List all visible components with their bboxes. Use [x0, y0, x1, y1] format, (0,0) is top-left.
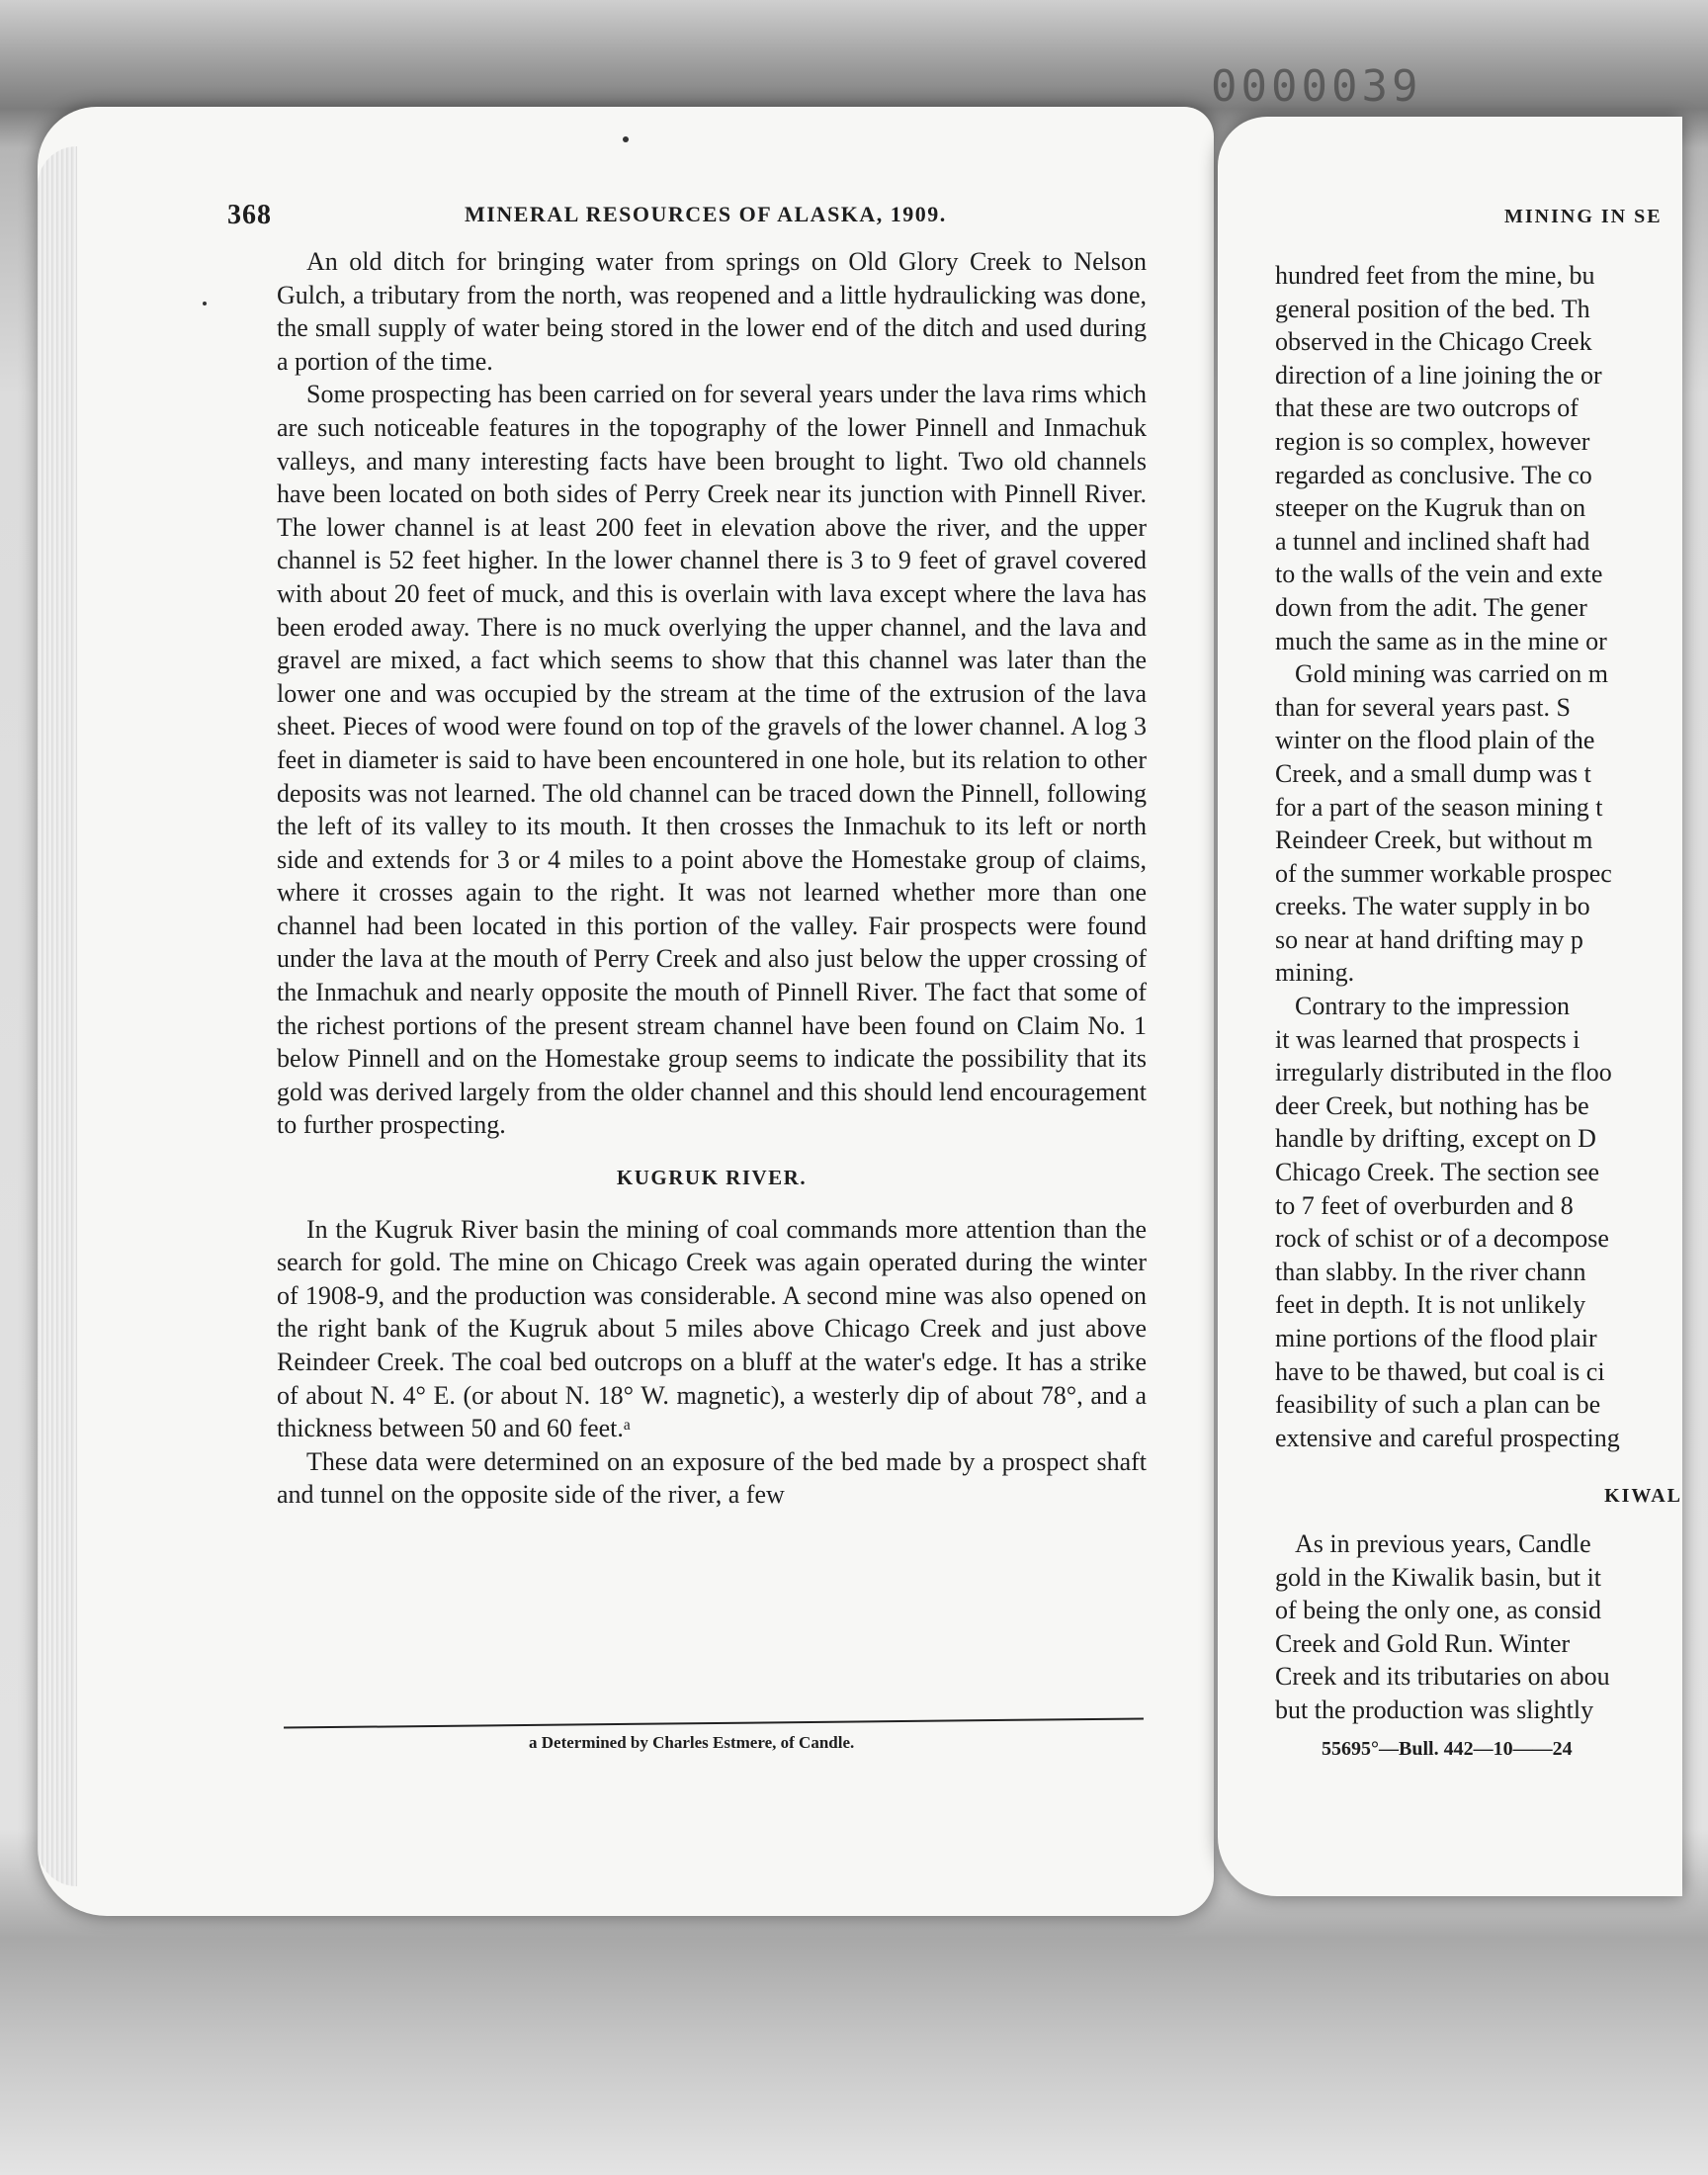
text-line: region is so complex, however — [1275, 426, 1590, 456]
spacer — [1275, 1454, 1682, 1480]
text-line: for a part of the season mining t — [1275, 792, 1603, 822]
text-line: than for several years past. S — [1275, 692, 1571, 722]
text-line: direction of a line joining the or — [1275, 360, 1602, 390]
text-line: feet in depth. It is not unlikely — [1275, 1290, 1586, 1320]
right-page-footer: 55695°—Bull. 442—10——24 — [1322, 1738, 1573, 1760]
paragraph: An old ditch for bringing water from springs on Old Glory Creek to Nelson Gulch, a tributary from the north, was reopened and a little hydraulicking was done, the small supply of water being stored in the lower end of the ditch and used during a portion of the time. — [277, 247, 1147, 376]
text-line: deer Creek, but nothing has be — [1275, 1090, 1589, 1120]
text-line: Chicago Creek. The section see — [1275, 1158, 1600, 1187]
spacer — [1275, 1514, 1682, 1527]
text-line: Creek, and a small dump was t — [1275, 758, 1591, 788]
text-line: mining. — [1275, 958, 1355, 988]
text-line: of the summer workable prospec — [1275, 858, 1612, 888]
text-line: much the same as in the mine or — [1275, 626, 1607, 655]
text-line: extensive and careful prospecting — [1275, 1423, 1620, 1452]
text-line: down from the adit. The gener — [1275, 592, 1587, 622]
footnote: a Determined by Charles Estmere, of Candle. — [529, 1733, 855, 1752]
text-line: have to be thawed, but coal is ci — [1275, 1356, 1605, 1386]
text-line: mine portions of the flood plair — [1275, 1324, 1597, 1352]
text-line: than slabby. In the river chann — [1275, 1257, 1586, 1286]
text-line: observed in the Chicago Creek — [1275, 327, 1592, 357]
text-line: rock of schist or of a decompose — [1275, 1224, 1609, 1254]
right-running-head: MINING IN SE — [1504, 206, 1663, 227]
right-body-text — [1275, 259, 1682, 1762]
text-line: Creek and its tributaries on abou — [1275, 1662, 1610, 1692]
left-running-head — [227, 200, 1216, 239]
page-edges — [38, 146, 77, 1886]
text-line: a tunnel and inclined shaft had — [1275, 526, 1590, 556]
text-line: As in previous years, Candle — [1295, 1528, 1591, 1558]
text-line: feasibility of such a plan can be — [1275, 1390, 1601, 1420]
text-line: handle by drifting, except on D — [1275, 1124, 1596, 1154]
text-line: Creek and Gold Run. Winter — [1275, 1628, 1571, 1658]
text-line: so near at hand drifting may p — [1275, 924, 1583, 954]
running-head-title: MINERAL RESOURCES OF ALASKA, 1909. — [465, 202, 947, 226]
page-number: 368 — [227, 200, 272, 230]
text-line: that these are two outcrops of — [1275, 393, 1579, 423]
paragraph: These data were determined on an exposure of the bed made by a prospect shaft and tunnel on the opposite side of the river, a few — [277, 1446, 1147, 1510]
text-line: to 7 feet of overburden and 8 — [1275, 1190, 1574, 1220]
text-line: it was learned that prospects i — [1275, 1024, 1580, 1054]
paragraph: Some prospecting has been carried on for several years under the lava rims which are such noticeable features in the topography of the lower Pinnell and Inmachuk valleys, and many interesting facts have been brought to light. Two old channels have been located on both sides of Perry Creek near its junction with Pinnell River. The lower channel is at least 200 feet in elevation above the river, and the upper channel is 52 feet higher. In the lower channel there is 3 to 9 feet of gravel covered with about 20 feet of muck, and this is overlain with lava except where the lava has been eroded away. There is no muck overlying the upper channel, and the lava and gravel are mixed, a fact which seems to show that this channel was later than the lower one and was occupied by the stream at the time of the extrusion of the lava sheet. Pieces of wood were found on top of the gravels of the lower channel. A log 3 feet in diameter is said to have been encountered in one hole, but its relation to other deposits was not learned. The old channel can be traced down the Pinnell, following the left of its valley to its mouth. It then crosses the Inmachuk to its left or north side and extends for 3 or 4 miles to a point above the Homestake group of claims, where it crosses again to the right. It was not learned whether more than one channel had been located in this portion of the valley. Fair prospects were found under the lava at the mouth of Perry Creek and also just below the upper crossing of the Inmachuk and nearly opposite the mouth of Pinnell River. The fact that some of the richest portions of the present stream channel have been found on Claim No. 1 below Pinnell and on the Homestake group seems to indicate the possibility that its gold was derived largely from the older channel and this should lend encouragement to further prospecting. — [277, 380, 1147, 1140]
paragraph: In the Kugruk River basin the mining of coal commands more attention than the search for gold. The mine on Chicago Creek was again operated during the winter of 1908-9, and the production was considerable. A second mine was also opened on the right bank of the Kugruk about 5 miles above Chicago Creek and just above Reindeer Creek. The coal bed outcrops on a bluff at the water's edge. It has a strike of about N. 4° E. (or about N. 18° W. magnetic), a westerly dip of about 78°, and a thickness between 50 and 60 feet.ᵃ — [277, 1214, 1147, 1443]
scan-id-stamp: 0000039 — [1211, 61, 1422, 112]
right-text-block-b — [1275, 1527, 1682, 1727]
text-line: but the production was slightly — [1275, 1695, 1594, 1724]
left-body-text — [277, 245, 1147, 1512]
text-line: of being the only one, as consid — [1275, 1596, 1601, 1625]
text-line: irregularly distributed in the floo — [1275, 1058, 1612, 1088]
text-line: Contrary to the impression — [1295, 992, 1571, 1021]
right-section-heading: KIWAL — [1604, 1485, 1682, 1508]
text-line: general position of the bed. Th — [1275, 294, 1590, 323]
text-line: hundred feet from the mine, bu — [1275, 261, 1595, 290]
text-line: to the walls of the vein and exte — [1275, 560, 1603, 589]
scan-speck — [623, 136, 629, 142]
right-text-block-a — [1275, 259, 1682, 1454]
text-line: creeks. The water supply in bo — [1275, 892, 1590, 921]
text-line: regarded as conclusive. The co — [1275, 460, 1592, 489]
scan-speck — [203, 302, 207, 305]
text-line: steeper on the Kugruk than on — [1275, 493, 1586, 523]
text-line: winter on the flood plain of the — [1275, 726, 1595, 755]
section-heading: KUGRUK RIVER. — [616, 1166, 808, 1190]
text-line: Reindeer Creek, but without m — [1275, 826, 1593, 855]
text-line: gold in the Kiwalik basin, but it — [1275, 1562, 1602, 1592]
text-line: Gold mining was carried on m — [1295, 659, 1608, 689]
